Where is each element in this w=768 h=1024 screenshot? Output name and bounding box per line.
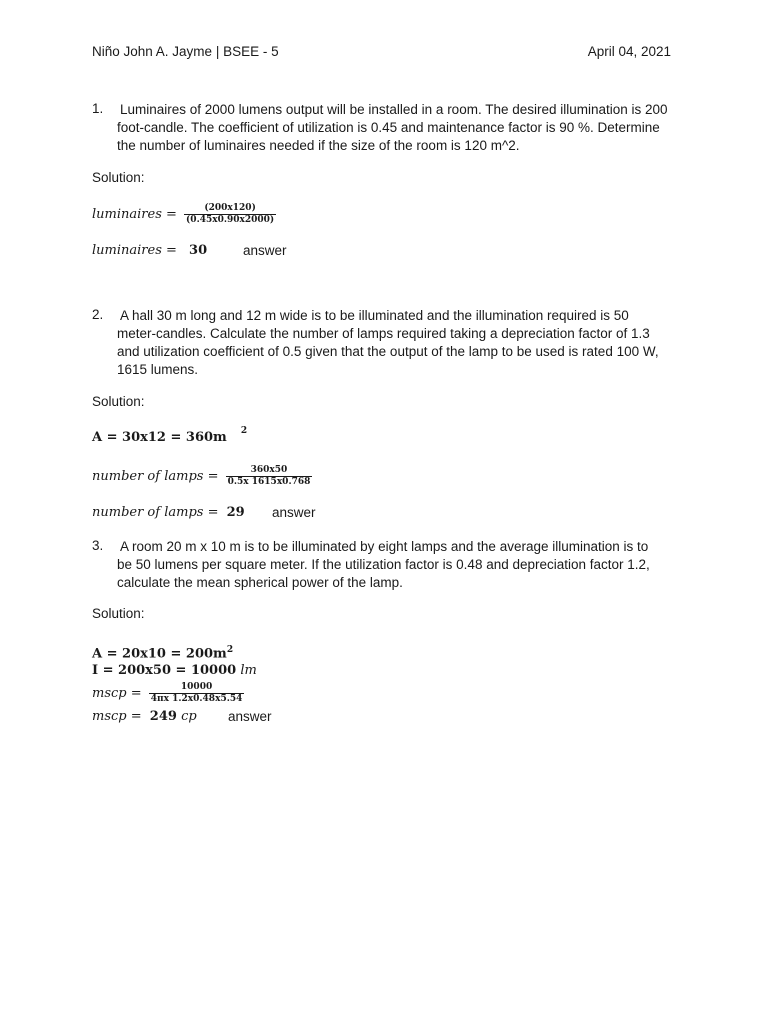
problem-2-equation-2 (92, 505, 245, 520)
problem-3-answer-label: answer (228, 709, 272, 724)
eq-lhs: mscp = (92, 709, 142, 724)
denominator: 4πx 1.2x0.48x5.54 (150, 694, 243, 704)
eq-result: 30 (189, 243, 208, 258)
problem-2-answer-label: answer (272, 505, 316, 520)
problem-2-solution-label: Solution: (92, 394, 145, 409)
area-expression: A = 20x10 = 200m (92, 646, 227, 662)
problem-2-text: A hall 30 m long and 12 m wide is to be illuminated and the illumination required is 50 meter-candles. Calculate the number of lamps required taking a depreciation factor of 1.3 and utilization coefficient of 0.5 given that the output of the lamp to be used is rated 100 W, 1615 lumens. (117, 308, 659, 377)
area-expression: A = 30x12 = 360m (92, 430, 227, 445)
denominator: (0.45x0.90x2000) (186, 215, 275, 225)
flux-unit: lm (240, 663, 257, 678)
problem-3-solution-label: Solution: (92, 606, 145, 621)
eq-lhs: number of lamps = (92, 469, 219, 484)
numerator: 360x50 (250, 465, 288, 475)
fraction (226, 465, 313, 488)
problem-3-equation-2 (92, 709, 197, 724)
problem-1-equation-1 (92, 203, 276, 226)
numerator: (200x120) (204, 203, 256, 213)
problem-1-answer-label: answer (243, 243, 287, 258)
problem-3-equation-1 (92, 682, 244, 705)
eq-unit: cp (181, 709, 197, 724)
problem-2-area-equation (92, 426, 248, 445)
fraction (184, 203, 276, 226)
denominator: 0.5x 1615x0.768 (227, 477, 311, 487)
problem-3-text: A room 20 m x 10 m is to be illuminated by eight lamps and the average illumination is to be 50 lumens per square meter. If the utilization factor is 0.48 and depreciation factor 1.2, calculate the mean spherical power of the lamp. (117, 539, 650, 590)
author-line: Niño John A. Jayme | BSEE - 5 (92, 44, 279, 59)
eq-lhs: mscp = (92, 686, 142, 701)
problem-3-luminous-flux-equation (92, 663, 257, 678)
eq-lhs: number of lamps = (92, 505, 219, 520)
eq-lhs: luminaires = (92, 207, 177, 222)
problem-2-number: 2. (92, 307, 104, 322)
problem-1-equation-2 (92, 243, 207, 258)
problem-3-area-equation (92, 645, 233, 661)
eq-result: 249 (149, 709, 177, 724)
problem-1-text: Luminaires of 2000 lumens output will be installed in a room. The desired illumination is 200 foot-candle. The coefficient of utilization is 0.45 and maintenance factor is 90 %. Determine the number of luminaires needed if the size of the room is 120 m^2. (117, 102, 668, 153)
document-date: April 04, 2021 (587, 44, 671, 59)
problem-1-solution-label: Solution: (92, 170, 145, 185)
eq-result: 29 (226, 505, 245, 520)
numerator: 10000 (180, 682, 213, 692)
eq-lhs: luminaires = (92, 243, 177, 258)
fraction (149, 682, 245, 705)
problem-1-number: 1. (92, 101, 104, 116)
problem-2-equation-1 (92, 465, 312, 488)
area-exponent: 2 (240, 426, 248, 436)
problem-3-number: 3. (92, 538, 104, 553)
flux-expression: I = 200x50 = 10000 (92, 663, 237, 678)
area-exponent: 2 (226, 645, 234, 655)
